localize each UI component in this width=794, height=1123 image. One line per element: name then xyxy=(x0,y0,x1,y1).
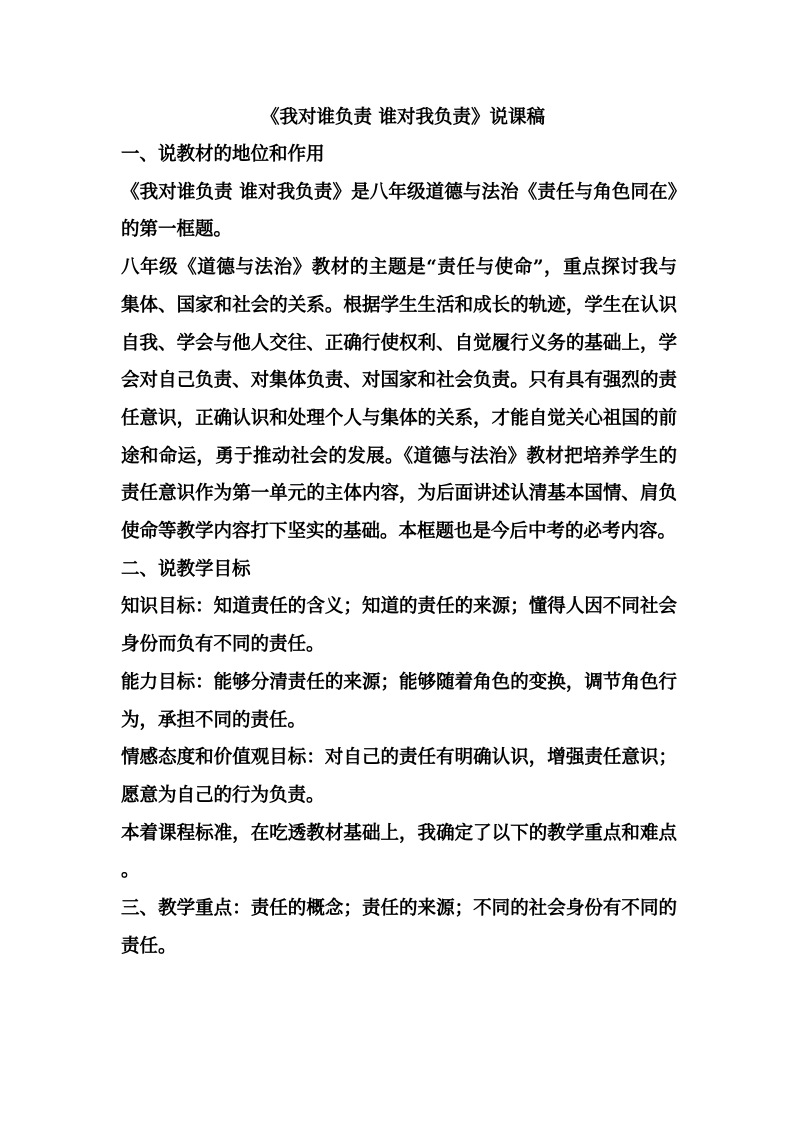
section-heading-2: 二、说教学目标 xyxy=(121,558,251,580)
section-heading-3: 三、教学重点：责任的概念；责任的来源；不同的社会身份有不同的责任。 xyxy=(121,898,677,957)
paragraph-textbook-theme: 八年级《道德与法治》教材的主题是“责任与使命”，重点探讨我与集体、国家和社会的关系。根据学生生活和成长的轨迹，学生在认识自我、学会与他人交往、正确行使权利、自觉履行义务的基础上，学会对自己负责、对集体负责、对国家和社会负责。只有具有强烈的责任意识，正确认识和处理个人与集体的关系，才能自觉关心祖国的前途和命运，勇于推动社会的发展。《道德与法治》教材把培养学生的责任意识作为第一单元的主体内容，为后面讲述认清基本国情、肩负使命等教学内容打下坚实的基础。本框题也是今后中考的必考内容。 xyxy=(121,257,677,543)
paragraph-emotion-goal: 情感态度和价值观目标：对自己的责任有明确认识，增强责任意识；愿意为自己的行为负责。 xyxy=(121,747,677,806)
paragraph-curriculum-note: 本着课程标准，在吃透教材基础上，我确定了以下的教学重点和难点。 xyxy=(121,822,677,882)
paragraph-ability-goal: 能力目标：能够分清责任的来源；能够随着角色的变换，调节角色行为，承担不同的责任。 xyxy=(121,671,677,731)
paragraph-knowledge-goal: 知识目标：知道责任的含义；知道的责任的来源；懂得人因不同社会身份而负有不同的责任。 xyxy=(121,596,677,656)
paragraph-intro: 《我对谁负责 谁对我负责》是八年级道德与法治《责任与角色同在》的第一框题。 xyxy=(121,181,677,241)
document-body xyxy=(121,100,677,965)
document-title: 《我对谁负责 谁对我负责》说课稿 xyxy=(261,107,545,128)
section-heading-1: 一、说教材的地位和作用 xyxy=(121,144,325,165)
